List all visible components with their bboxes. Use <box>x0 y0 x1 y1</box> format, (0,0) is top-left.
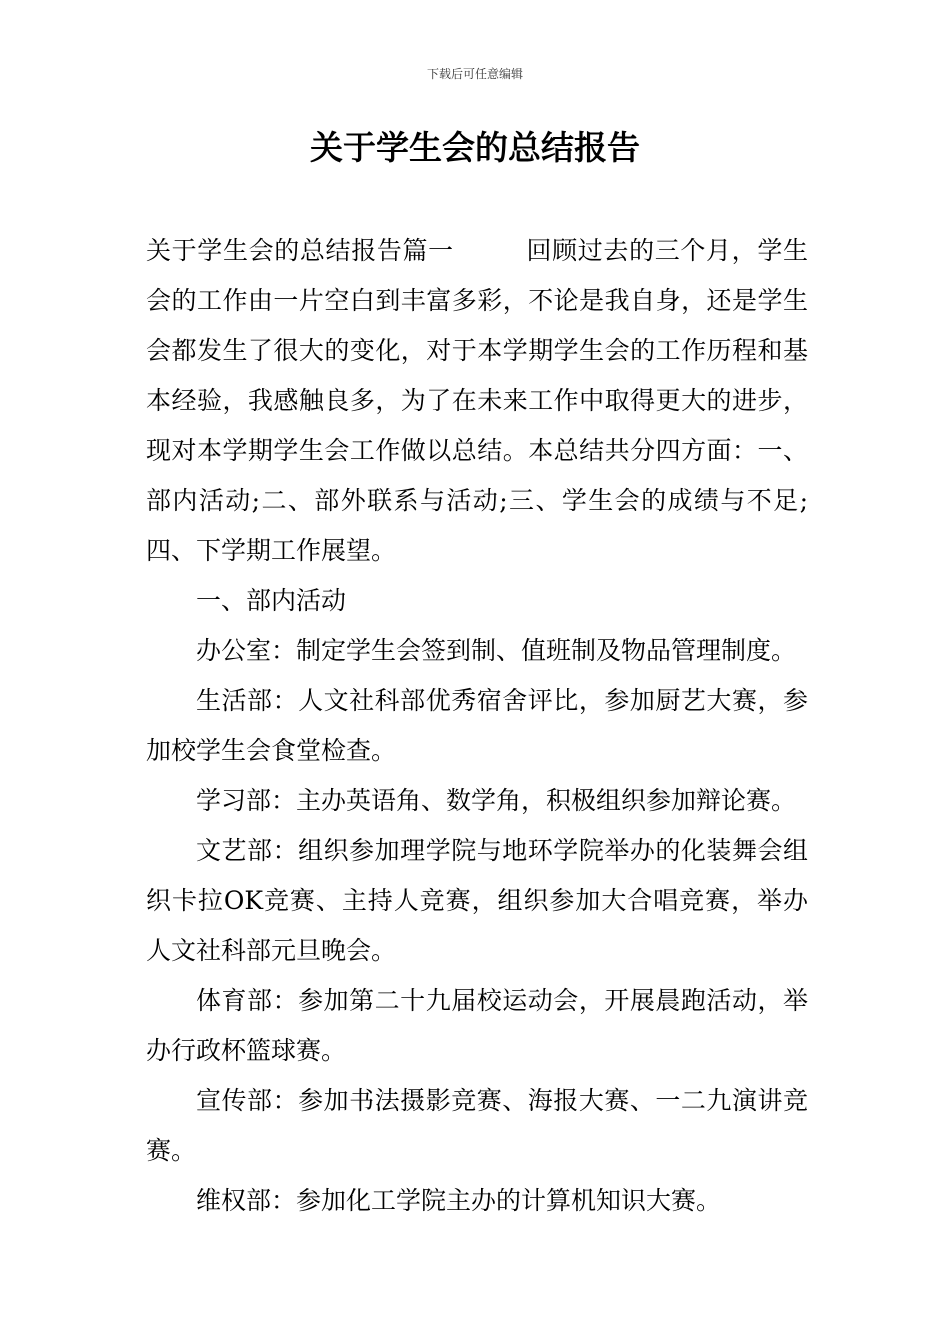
intro-paragraph <box>146 226 808 576</box>
header-note: 下载后可任意编辑 <box>426 67 523 81</box>
section-heading-internal-activities: 一、部内活动 <box>196 586 347 615</box>
document-title: 关于学生会的总结报告 <box>310 128 640 167</box>
intro-text: 回顾过去的三个月，学生会的工作由一片空白到丰富多彩，不论是我自身，还是学生会都发生了很大的变化，对于本学期学生会的工作历程和基本经验，我感触良多，为了在未来工作中取得更大的进步，现对本学期学生会工作做以总结。本总结共分四方面：一、部内活动;二、部外联系与活动;三、学生会的成绩与不足;四、下学期工作展望。 <box>146 236 808 565</box>
paragraph-arts-department: 文艺部：组织参加理学院与地环学院举办的化装舞会组织卡拉OK竞赛、主持人竞赛，组织参加大合唱竞赛，举办人文社科部元旦晚会。 <box>146 836 808 965</box>
paragraph-publicity-department: 宣传部：参加书法摄影竞赛、海报大赛、一二九演讲竞赛。 <box>146 1086 808 1165</box>
paragraph-rights-department: 维权部：参加化工学院主办的计算机知识大赛。 <box>196 1186 722 1215</box>
paragraph-study-department: 学习部：主办英语角、数学角，积极组织参加辩论赛。 <box>196 786 797 815</box>
document-body <box>146 226 808 1226</box>
paragraph-sports-department: 体育部：参加第二十九届校运动会，开展晨跑活动，举办行政杯篮球赛。 <box>146 986 808 1065</box>
paragraph-life-department: 生活部：人文社科部优秀宿舍评比，参加厨艺大赛，参加校学生会食堂检查。 <box>146 686 808 765</box>
paragraph-office: 办公室：制定学生会签到制、值班制及物品管理制度。 <box>196 636 797 665</box>
intro-lead: 关于学生会的总结报告篇一 <box>146 236 454 265</box>
